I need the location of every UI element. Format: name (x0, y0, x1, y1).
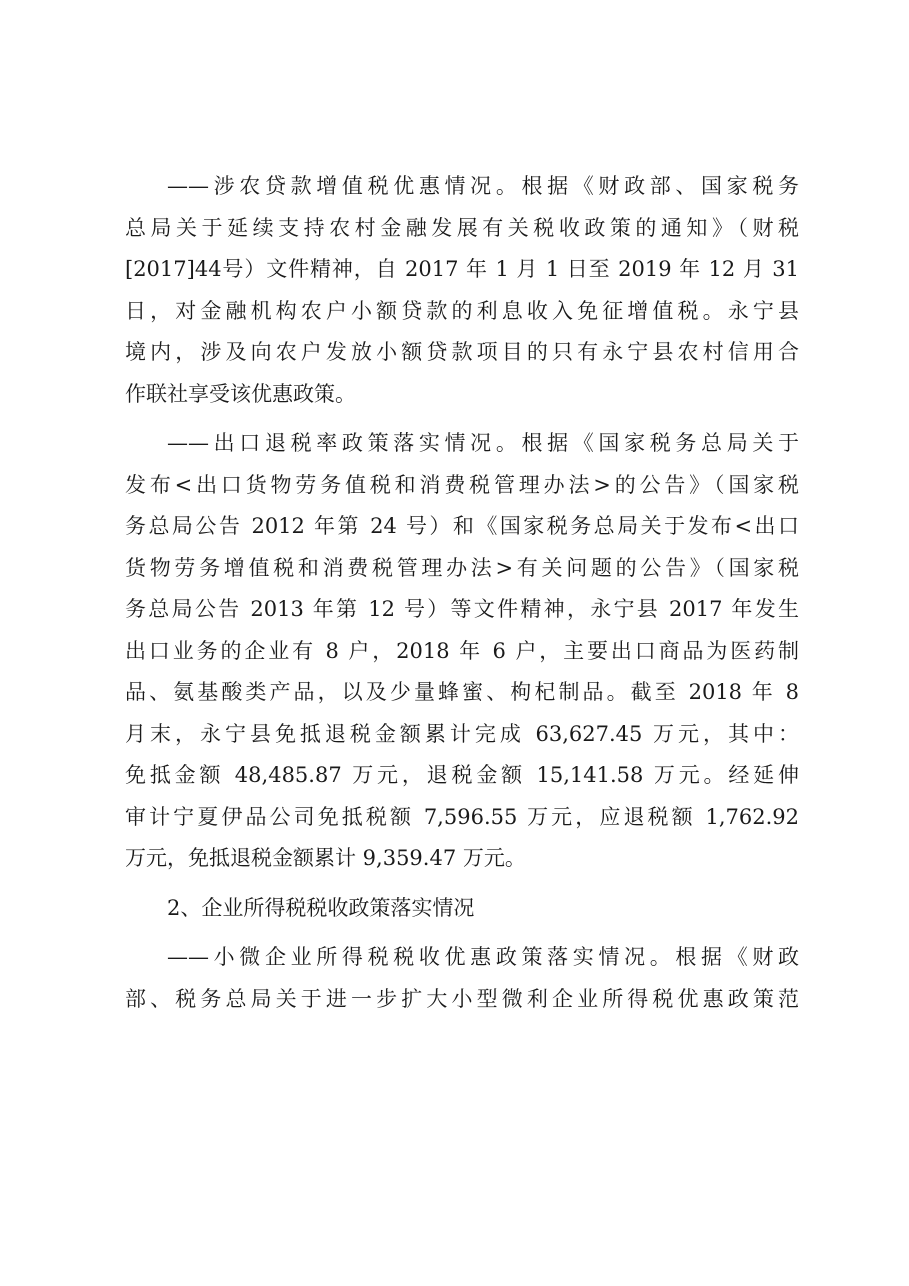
text-line: 品、氨基酸类产品，以及少量蜂蜜、枸杞制品。截至 2018 年 8 (125, 680, 799, 704)
paragraph-small-micro-enterprise (125, 937, 799, 1020)
section-heading: 2、企业所得税税收政策落实情况 (167, 895, 475, 920)
text-line: 月末，永宁县免抵退税金额累计完成 63,627.45 万元，其中： (125, 721, 799, 746)
text-line: 发布<出口货物劳务值税和消费税管理办法>的公告》（国家税 (125, 472, 799, 497)
text-line: 总局关于延续支持农村金融发展有关税收政策的通知》（财税 (125, 215, 799, 240)
text-line: 日，对金融机构农户小额贷款的利息收入免征增值税。永宁县 (125, 298, 799, 323)
text-line: ——涉农贷款增值税优惠情况。根据《财政部、国家税务 (167, 174, 799, 198)
section-heading-enterprise-income-tax (125, 888, 799, 930)
text-line: 作联社享受该优惠政策。 (125, 381, 356, 406)
text-line: [2017]44号）文件精神，自 2017 年 1 月 1 日至 2019 年 12 月 31 (125, 257, 799, 281)
text-line: ——出口退税率政策落实情况。根据《国家税务总局关于 (167, 431, 799, 455)
text-line: ——小微企业所得税税收优惠政策落实情况。根据《财政 (167, 945, 799, 969)
text-line: 出口业务的企业有 8 户，2018 年 6 户，主要出口商品为医药制 (125, 638, 799, 663)
text-line: 境内，涉及向农户发放小额贷款项目的只有永宁县农村信用合 (125, 340, 799, 364)
text-line: 审计宁夏伊品公司免抵税额 7,596.55 万元，应退税额 1,762.92 (125, 804, 799, 829)
text-line: 部、税务总局关于进一步扩大小型微利企业所得税优惠政策范 (125, 986, 799, 1011)
text-line: 务总局公告 2013 年第 12 号）等文件精神，永宁县 2017 年发生 (125, 597, 799, 621)
text-line: 免抵金额 48,485.87 万元，退税金额 15,141.58 万元。经延伸 (125, 763, 799, 787)
text-line: 务总局公告 2012 年第 24 号）和《国家税务总局关于发布<出口 (125, 514, 799, 538)
text-line: 万元，免抵退税金额累计 9,359.47 万元。 (125, 846, 526, 870)
document-body (125, 166, 799, 1020)
text-line: 货物劳务增值税和消费税管理办法>有关问题的公告》（国家税 (125, 555, 799, 580)
paragraph-agricultural-loan-vat (125, 166, 799, 415)
paragraph-export-tax-rebate (125, 423, 799, 880)
